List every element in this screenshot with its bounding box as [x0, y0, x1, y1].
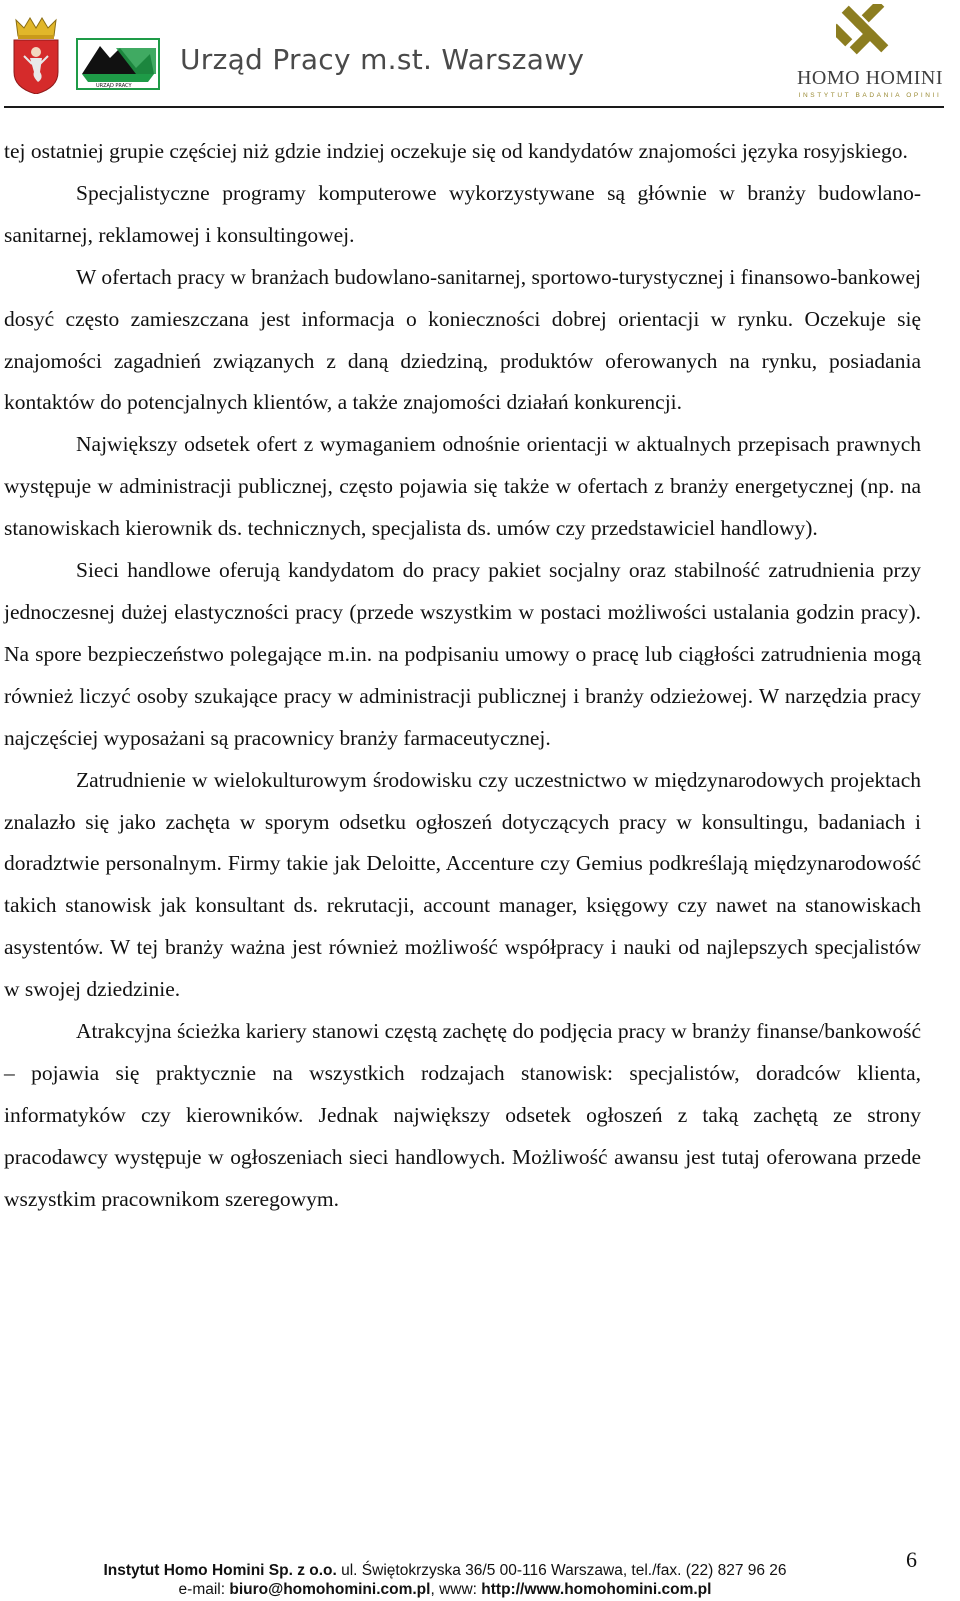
paragraph: Sieci handlowe oferują kandydatom do pracy pakiet socjalny oraz stabilność zatrudnienia przy jednoczesnej dużej elastyczności pracy (przede wszystkim w postaci możliwości ustalania godzin pracy). Na spore bezpieczeństwo polegające m.in. na podpisaniu umowy o pracę lub ciągłości zatrudnienia mogą również liczyć osoby szukające pracy w administracji publicznej i branży odzieżowej. W narzędzia pracy najczęściej wyposażani są pracownicy branży farmaceutycznej.	[4, 558, 921, 750]
paragraph: tej ostatniej grupie częściej niż gdzie indziej oczekuje się od kandydatów znajomości języka rosyjskiego.	[4, 139, 908, 163]
partner-tagline: INSTYTUT BADANIA OPINII	[798, 92, 942, 99]
footer-email-link[interactable]: biuro@homohomini.com.pl	[229, 1581, 431, 1598]
paragraph: Zatrudnienie w wielokulturowym środowisku czy uczestnictwo w międzynarodowych projektach znalazło się jako zachęta w sporym odsetku ogłoszeń dotyczących pracy w konsultingu, badaniach i doradztwie personalnym. Firmy takie jak Deloitte, Accenture czy Gemius podkreślają międzynarodowość takich stanowisk jak konsultant ds. rekrutacji, account manager, księgowy czy nawet na stanowiskach asystentów. W tej branży ważna jest również możliwość współpracy i nauki od najlepszych specjalistów w swojej dziedzinie.	[4, 767, 921, 1002]
footer-www-label: , www:	[430, 1581, 482, 1598]
page-number: 6	[906, 1547, 917, 1572]
partner-name: HOMO HOMINI	[796, 67, 944, 89]
header-divider	[4, 106, 944, 108]
page-header	[0, 0, 960, 110]
footer-address-text: ul. Świętokrzyska 36/5 00-116 Warszawa, tel./fax. (22) 827 96 26	[336, 1562, 787, 1579]
homo-homini-mark-icon	[836, 4, 900, 66]
footer-address	[0, 1562, 890, 1580]
paragraph: Specjalistyczne programy komputerowe wykorzystywane są głównie w branży budowlano-sanitarnej, reklamowej i konsultingowej.	[4, 180, 921, 247]
paragraph: W ofertach pracy w branżach budowlano-sanitarnej, sportowo-turystycznej i finansowo-bankowej dosyć często zamieszczana jest informacja o konieczności dobrej orientacji w rynku. Oczekuje się znajomości zagadnień związanych z daną dziedziną, produktów oferowanych na rynku, posiadania kontaktów do potencjalnych klientów, a także znajomości działań konkurencji.	[4, 264, 921, 415]
footer-www-link[interactable]: http://www.homohomini.com.pl	[481, 1581, 712, 1598]
svg-text:URZĄD PRACY: URZĄD PRACY	[96, 83, 132, 89]
urzad-pracy-logo	[76, 38, 160, 90]
paragraph: Atrakcyjna ścieżka kariery stanowi częstą zachętę do podjęcia pracy w branży finanse/bankowość – pojawia się praktycznie na wszystkich rodzajach stanowisk: specjalistów, doradców klienta, informatyków czy kierowników. Jednak największy odsetek ogłoszeń z taką zachętą ze strony pracodawcy występuje w ogłoszeniach sieci handlowych. Możliwość awansu jest tutaj oferowana przede wszystkim pracownikom szeregowym.	[4, 1019, 921, 1211]
document-body	[4, 131, 921, 1221]
footer-email-label: e-mail:	[178, 1581, 230, 1598]
footer-contact	[0, 1581, 890, 1599]
org-name: Urząd Pracy m.st. Warszawy	[180, 43, 585, 76]
warsaw-crest-icon	[10, 16, 62, 94]
paragraph: Największy odsetek ofert z wymaganiem odnośnie orientacji w aktualnych przepisach prawnych występuje w administracji publicznej, często pojawia się także w ofertach z branży energetycznej (np. na stanowiskach kierownik ds. technicznych, specjalista ds. umów czy przedstawiciel handlowy).	[4, 432, 921, 541]
footer-company: Instytut Homo Homini Sp. z o.o.	[103, 1562, 337, 1579]
